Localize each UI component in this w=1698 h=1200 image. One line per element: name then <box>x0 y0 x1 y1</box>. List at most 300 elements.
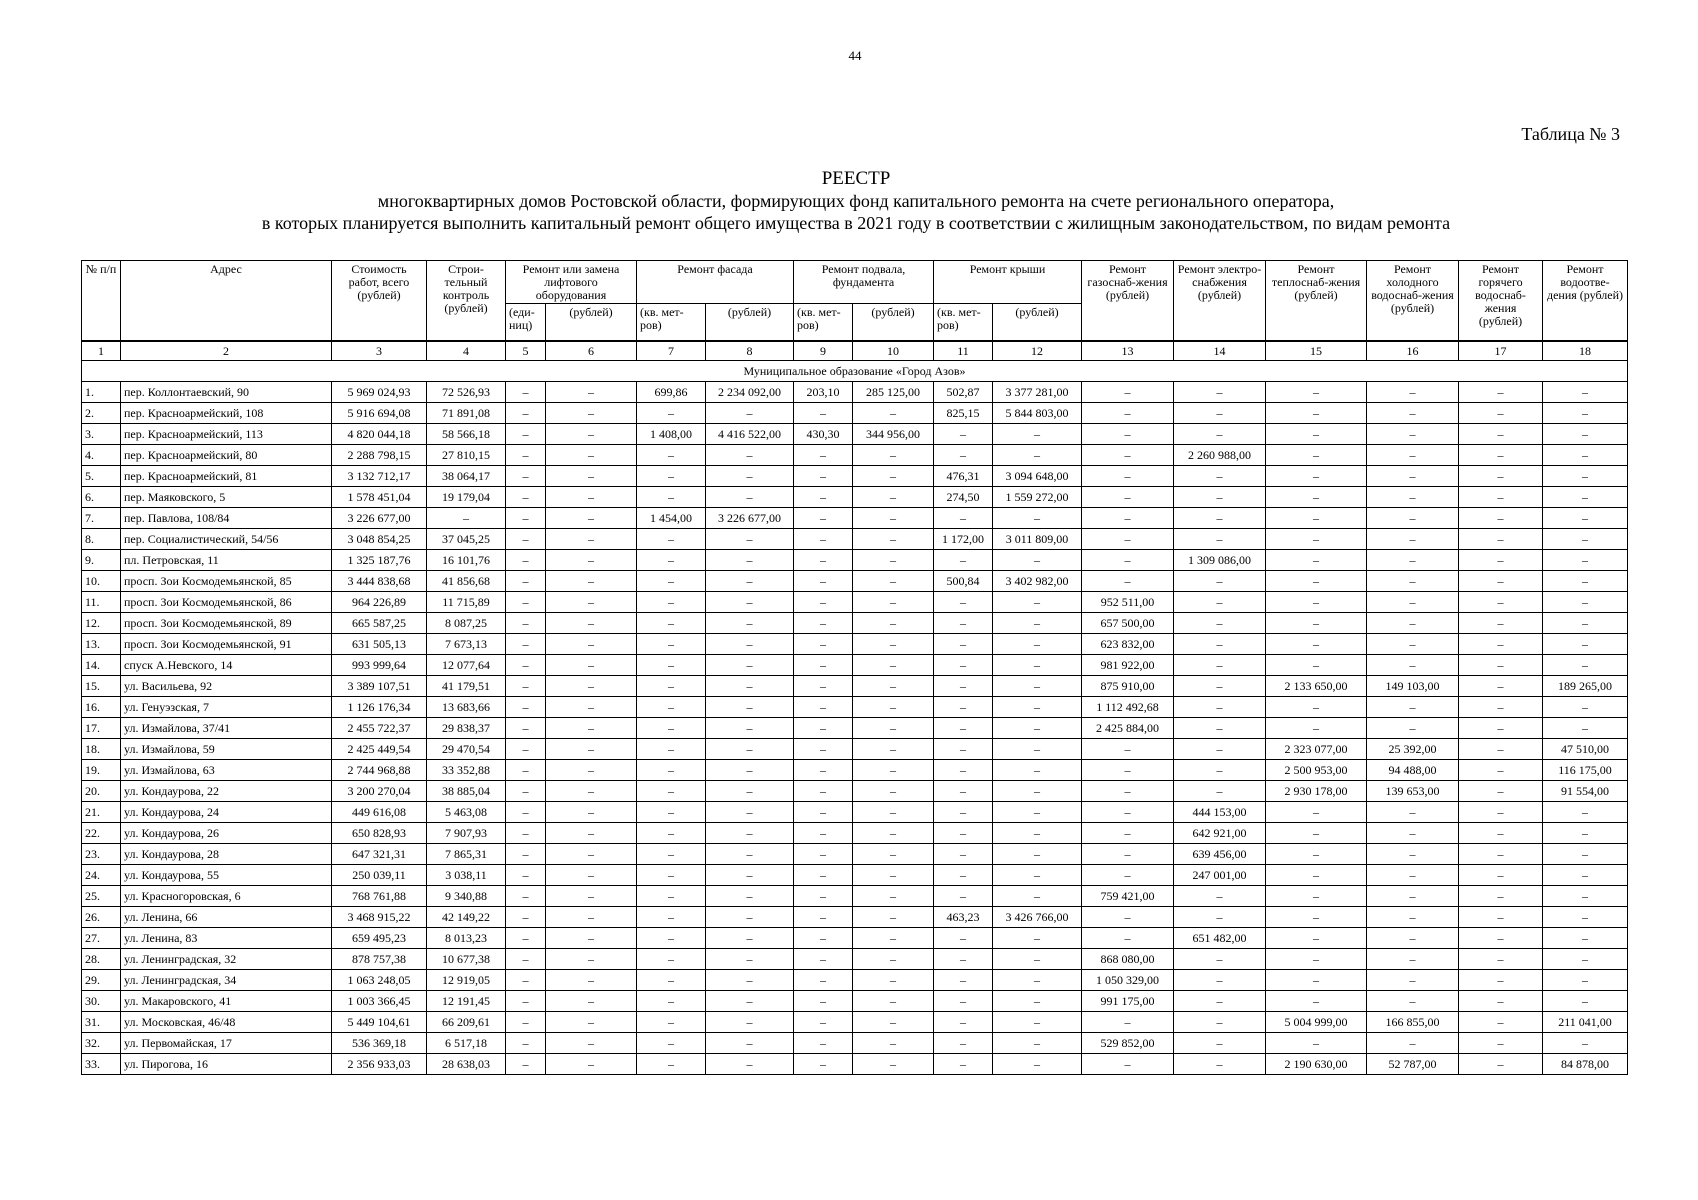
row-number-cell: 23. <box>82 844 121 865</box>
value-cell: – <box>934 445 993 466</box>
value-cell: – <box>1174 466 1266 487</box>
table-row <box>82 886 1628 907</box>
value-cell: – <box>993 508 1082 529</box>
address-cell: просп. Зои Космодемьянской, 85 <box>121 571 332 592</box>
value-cell: – <box>506 382 546 403</box>
row-number-cell: 17. <box>82 718 121 739</box>
value-cell: – <box>1174 487 1266 508</box>
table-row <box>82 760 1628 781</box>
value-cell: – <box>1543 529 1628 550</box>
value-cell: – <box>546 991 637 1012</box>
value-cell: – <box>794 445 853 466</box>
value-cell: – <box>794 613 853 634</box>
value-cell: – <box>637 991 706 1012</box>
value-cell: – <box>1543 508 1628 529</box>
value-cell: – <box>706 823 794 844</box>
value-cell: – <box>506 466 546 487</box>
value-cell: – <box>934 760 993 781</box>
value-cell: – <box>993 718 1082 739</box>
value-cell: – <box>1367 487 1459 508</box>
address-cell: ул. Красногоровская, 6 <box>121 886 332 907</box>
value-cell: – <box>794 592 853 613</box>
value-cell: 2 133 650,00 <box>1266 676 1367 697</box>
value-cell: 166 855,00 <box>1367 1012 1459 1033</box>
value-cell: 768 761,88 <box>332 886 427 907</box>
value-cell: – <box>546 655 637 676</box>
value-cell: – <box>1174 529 1266 550</box>
value-cell: – <box>1459 571 1543 592</box>
table-row <box>82 697 1628 718</box>
value-cell: 47 510,00 <box>1543 739 1628 760</box>
value-cell: 3 468 915,22 <box>332 907 427 928</box>
value-cell: – <box>1543 592 1628 613</box>
value-cell: – <box>506 655 546 676</box>
value-cell: – <box>993 970 1082 991</box>
header-facade-m: (кв. мет-ров) <box>637 304 706 342</box>
value-cell: – <box>706 403 794 424</box>
value-cell: – <box>1174 760 1266 781</box>
header-roof: Ремонт крыши <box>934 261 1082 304</box>
value-cell: – <box>637 550 706 571</box>
value-cell: – <box>1174 592 1266 613</box>
value-cell: – <box>1266 382 1367 403</box>
column-number: 2 <box>121 341 332 361</box>
value-cell: 344 956,00 <box>853 424 934 445</box>
value-cell: – <box>706 1033 794 1054</box>
value-cell: 500,84 <box>934 571 993 592</box>
value-cell: – <box>1459 823 1543 844</box>
value-cell: 84 878,00 <box>1543 1054 1628 1075</box>
value-cell: – <box>1543 487 1628 508</box>
value-cell: – <box>1459 697 1543 718</box>
value-cell: – <box>1459 445 1543 466</box>
value-cell: 25 392,00 <box>1367 739 1459 760</box>
value-cell: 6 517,18 <box>427 1033 506 1054</box>
value-cell: 5 004 999,00 <box>1266 1012 1367 1033</box>
value-cell: 4 820 044,18 <box>332 424 427 445</box>
value-cell: – <box>637 466 706 487</box>
address-cell: пер. Павлова, 108/84 <box>121 508 332 529</box>
value-cell: 1 578 451,04 <box>332 487 427 508</box>
value-cell: 1 309 086,00 <box>1174 550 1266 571</box>
value-cell: – <box>546 697 637 718</box>
value-cell: – <box>794 886 853 907</box>
value-cell: – <box>546 487 637 508</box>
value-cell: – <box>1543 571 1628 592</box>
value-cell: 66 209,61 <box>427 1012 506 1033</box>
value-cell: 2 455 722,37 <box>332 718 427 739</box>
value-cell: 1 063 248,05 <box>332 970 427 991</box>
value-cell: – <box>637 445 706 466</box>
value-cell: – <box>853 550 934 571</box>
row-number-cell: 6. <box>82 487 121 508</box>
value-cell: 3 377 281,00 <box>993 382 1082 403</box>
value-cell: – <box>794 718 853 739</box>
value-cell: 1 126 176,34 <box>332 697 427 718</box>
address-cell: ул. Измайлова, 37/41 <box>121 718 332 739</box>
value-cell: – <box>853 1012 934 1033</box>
value-cell: – <box>794 802 853 823</box>
value-cell: 2 500 953,00 <box>1266 760 1367 781</box>
column-number: 14 <box>1174 341 1266 361</box>
value-cell: – <box>853 718 934 739</box>
value-cell: 1 408,00 <box>637 424 706 445</box>
value-cell: 41 856,68 <box>427 571 506 592</box>
value-cell: – <box>1367 382 1459 403</box>
row-number-cell: 22. <box>82 823 121 844</box>
value-cell: – <box>1459 550 1543 571</box>
value-cell: – <box>1082 571 1174 592</box>
value-cell: – <box>1459 991 1543 1012</box>
header-facade: Ремонт фасада <box>637 261 794 304</box>
value-cell: 41 179,51 <box>427 676 506 697</box>
value-cell: – <box>1367 466 1459 487</box>
value-cell: – <box>993 550 1082 571</box>
value-cell: – <box>1174 571 1266 592</box>
row-number-cell: 33. <box>82 1054 121 1075</box>
column-number: 1 <box>82 341 121 361</box>
value-cell: – <box>993 823 1082 844</box>
value-cell: – <box>706 718 794 739</box>
value-cell: – <box>853 844 934 865</box>
table-row <box>82 823 1628 844</box>
value-cell: 657 500,00 <box>1082 613 1174 634</box>
value-cell: – <box>546 634 637 655</box>
value-cell: 203,10 <box>794 382 853 403</box>
value-cell: 875 910,00 <box>1082 676 1174 697</box>
column-number: 16 <box>1367 341 1459 361</box>
table-row <box>82 802 1628 823</box>
value-cell: – <box>1266 928 1367 949</box>
address-cell: ул. Кондаурова, 24 <box>121 802 332 823</box>
value-cell: 274,50 <box>934 487 993 508</box>
value-cell: – <box>1459 1012 1543 1033</box>
page-number: 44 <box>848 48 862 63</box>
value-cell: – <box>1543 550 1628 571</box>
value-cell: 3 011 809,00 <box>993 529 1082 550</box>
value-cell: 1 454,00 <box>637 508 706 529</box>
row-number-cell: 29. <box>82 970 121 991</box>
value-cell: – <box>506 634 546 655</box>
value-cell: 2 744 968,88 <box>332 760 427 781</box>
value-cell: – <box>1174 634 1266 655</box>
value-cell: – <box>1082 487 1174 508</box>
value-cell: – <box>637 571 706 592</box>
value-cell: – <box>853 886 934 907</box>
value-cell: – <box>794 529 853 550</box>
value-cell: – <box>993 592 1082 613</box>
value-cell: – <box>706 550 794 571</box>
value-cell: – <box>1459 865 1543 886</box>
value-cell: – <box>1367 613 1459 634</box>
value-cell: – <box>1082 760 1174 781</box>
value-cell: – <box>934 844 993 865</box>
value-cell: 952 511,00 <box>1082 592 1174 613</box>
value-cell: – <box>794 907 853 928</box>
address-cell: ул. Пирогова, 16 <box>121 1054 332 1075</box>
value-cell: – <box>506 697 546 718</box>
table-row <box>82 1012 1628 1033</box>
value-cell: – <box>506 1054 546 1075</box>
value-cell: – <box>506 613 546 634</box>
row-number-cell: 8. <box>82 529 121 550</box>
value-cell: 3 038,11 <box>427 865 506 886</box>
value-cell: – <box>1459 781 1543 802</box>
value-cell: – <box>1266 424 1367 445</box>
value-cell: 2 260 988,00 <box>1174 445 1266 466</box>
value-cell: – <box>506 760 546 781</box>
header-elec: Ремонт электро-снабжения (рублей) <box>1174 261 1266 342</box>
value-cell: – <box>637 886 706 907</box>
value-cell: – <box>1082 1054 1174 1075</box>
value-cell: – <box>1266 403 1367 424</box>
value-cell: 94 488,00 <box>1367 760 1459 781</box>
address-cell: пл. Петровская, 11 <box>121 550 332 571</box>
value-cell: – <box>1266 970 1367 991</box>
value-cell: – <box>637 844 706 865</box>
value-cell: – <box>993 634 1082 655</box>
value-cell: – <box>1082 739 1174 760</box>
value-cell: 1 050 329,00 <box>1082 970 1174 991</box>
value-cell: 5 463,08 <box>427 802 506 823</box>
table-row <box>82 655 1628 676</box>
title-line-3: в которых планируется выполнить капитальный ремонт общего имущества в 2021 году в соответствии с жилищным законодательством, по видам ремонта <box>261 213 1451 233</box>
value-cell: 536 369,18 <box>332 1033 427 1054</box>
column-number: 11 <box>934 341 993 361</box>
value-cell: – <box>706 844 794 865</box>
value-cell: – <box>853 907 934 928</box>
value-cell: – <box>1459 655 1543 676</box>
header-basement-rub: (рублей) <box>853 304 934 342</box>
value-cell: 639 456,00 <box>1174 844 1266 865</box>
value-cell: – <box>853 949 934 970</box>
value-cell: 72 526,93 <box>427 382 506 403</box>
value-cell: – <box>706 592 794 613</box>
value-cell: 699,86 <box>637 382 706 403</box>
document-title <box>84 168 1628 234</box>
table-row <box>82 907 1628 928</box>
value-cell: – <box>1082 403 1174 424</box>
value-cell: – <box>1266 571 1367 592</box>
value-cell: – <box>934 970 993 991</box>
value-cell: – <box>1459 1054 1543 1075</box>
value-cell: 631 505,13 <box>332 634 427 655</box>
address-cell: ул. Измайлова, 59 <box>121 739 332 760</box>
value-cell: – <box>427 508 506 529</box>
value-cell: – <box>934 949 993 970</box>
value-cell: – <box>1082 508 1174 529</box>
row-number-cell: 21. <box>82 802 121 823</box>
value-cell: 52 787,00 <box>1367 1054 1459 1075</box>
value-cell: 37 045,25 <box>427 529 506 550</box>
address-cell: ул. Кондаурова, 26 <box>121 823 332 844</box>
value-cell: 12 191,45 <box>427 991 506 1012</box>
value-cell: – <box>853 571 934 592</box>
value-cell: – <box>993 424 1082 445</box>
value-cell: – <box>853 403 934 424</box>
value-cell: – <box>993 865 1082 886</box>
value-cell: – <box>1367 865 1459 886</box>
value-cell: – <box>546 1054 637 1075</box>
value-cell: – <box>1266 634 1367 655</box>
value-cell: – <box>506 844 546 865</box>
value-cell: – <box>1367 403 1459 424</box>
value-cell: – <box>1082 928 1174 949</box>
value-cell: – <box>1459 739 1543 760</box>
value-cell: – <box>546 571 637 592</box>
header-row-1 <box>82 261 1628 304</box>
value-cell: – <box>794 634 853 655</box>
value-cell: 991 175,00 <box>1082 991 1174 1012</box>
address-cell: пер. Красноармейский, 113 <box>121 424 332 445</box>
address-cell: ул. Первомайская, 17 <box>121 1033 332 1054</box>
value-cell: – <box>1459 886 1543 907</box>
value-cell: – <box>853 592 934 613</box>
address-cell: пер. Красноармейский, 81 <box>121 466 332 487</box>
value-cell: – <box>794 655 853 676</box>
value-cell: – <box>1543 613 1628 634</box>
header-cost: Стоимость работ, всего (рублей) <box>332 261 427 342</box>
value-cell: – <box>794 970 853 991</box>
header-basement: Ремонт подвала, фундамента <box>794 261 934 304</box>
table-row <box>82 991 1628 1012</box>
column-number: 5 <box>506 341 546 361</box>
row-number-cell: 28. <box>82 949 121 970</box>
value-cell: 665 587,25 <box>332 613 427 634</box>
value-cell: – <box>1367 424 1459 445</box>
value-cell: – <box>1082 445 1174 466</box>
value-cell: – <box>506 529 546 550</box>
value-cell: 7 865,31 <box>427 844 506 865</box>
address-cell: пер. Социалистический, 54/56 <box>121 529 332 550</box>
value-cell: 759 421,00 <box>1082 886 1174 907</box>
value-cell: – <box>1543 697 1628 718</box>
table-row <box>82 676 1628 697</box>
value-cell: – <box>706 1012 794 1033</box>
value-cell: – <box>853 1033 934 1054</box>
table-row <box>82 739 1628 760</box>
value-cell: – <box>706 613 794 634</box>
value-cell: 444 153,00 <box>1174 802 1266 823</box>
value-cell: – <box>993 739 1082 760</box>
value-cell: – <box>853 445 934 466</box>
value-cell: – <box>1367 655 1459 676</box>
value-cell: 3 226 677,00 <box>706 508 794 529</box>
value-cell: 29 470,54 <box>427 739 506 760</box>
value-cell: – <box>637 403 706 424</box>
value-cell: – <box>546 550 637 571</box>
value-cell: 19 179,04 <box>427 487 506 508</box>
value-cell: – <box>706 1054 794 1075</box>
address-cell: ул. Ленинградская, 32 <box>121 949 332 970</box>
value-cell: – <box>853 487 934 508</box>
value-cell: – <box>1459 970 1543 991</box>
value-cell: – <box>1459 949 1543 970</box>
value-cell: 5 916 694,08 <box>332 403 427 424</box>
table-label: Таблица № 3 <box>1521 124 1620 144</box>
value-cell: – <box>706 991 794 1012</box>
value-cell: – <box>993 1012 1082 1033</box>
value-cell: – <box>706 865 794 886</box>
value-cell: 149 103,00 <box>1367 676 1459 697</box>
address-cell: ул. Кондаурова, 28 <box>121 844 332 865</box>
header-cold: Ремонт холодного водоснаб-жения (рублей) <box>1367 261 1459 342</box>
value-cell: – <box>993 676 1082 697</box>
value-cell: – <box>1266 802 1367 823</box>
table-row <box>82 592 1628 613</box>
value-cell: – <box>506 676 546 697</box>
value-cell: 651 482,00 <box>1174 928 1266 949</box>
value-cell: 5 449 104,61 <box>332 1012 427 1033</box>
value-cell: – <box>853 781 934 802</box>
value-cell: – <box>934 508 993 529</box>
value-cell: – <box>546 823 637 844</box>
value-cell: – <box>1459 634 1543 655</box>
value-cell: – <box>1174 1054 1266 1075</box>
value-cell: – <box>1459 424 1543 445</box>
value-cell: 2 425 449,54 <box>332 739 427 760</box>
value-cell: – <box>546 445 637 466</box>
value-cell: – <box>1266 487 1367 508</box>
value-cell: 2 234 092,00 <box>706 382 794 403</box>
value-cell: – <box>1266 865 1367 886</box>
value-cell: – <box>506 445 546 466</box>
table-row <box>82 1054 1628 1075</box>
value-cell: – <box>706 445 794 466</box>
value-cell: 211 041,00 <box>1543 1012 1628 1033</box>
value-cell: – <box>853 802 934 823</box>
value-cell: – <box>1367 949 1459 970</box>
value-cell: – <box>853 697 934 718</box>
value-cell: – <box>794 1033 853 1054</box>
value-cell: – <box>637 865 706 886</box>
value-cell: – <box>546 718 637 739</box>
address-cell: ул. Васильева, 92 <box>121 676 332 697</box>
address-cell: ул. Московская, 46/48 <box>121 1012 332 1033</box>
address-cell: пер. Красноармейский, 80 <box>121 445 332 466</box>
value-cell: – <box>1459 466 1543 487</box>
row-number-cell: 3. <box>82 424 121 445</box>
value-cell: – <box>1266 1033 1367 1054</box>
value-cell: 5 969 024,93 <box>332 382 427 403</box>
title-line-2: многоквартирных домов Ростовской области, формирующих фонд капитального ремонта на счете регионального оператора, <box>377 191 1335 211</box>
value-cell: – <box>1459 844 1543 865</box>
value-cell: – <box>706 697 794 718</box>
value-cell: – <box>1174 613 1266 634</box>
row-number-cell: 13. <box>82 634 121 655</box>
value-cell: – <box>1174 424 1266 445</box>
address-cell: ул. Макаровского, 41 <box>121 991 332 1012</box>
value-cell: – <box>934 802 993 823</box>
value-cell: 3 200 270,04 <box>332 781 427 802</box>
value-cell: – <box>1367 886 1459 907</box>
column-number: 7 <box>637 341 706 361</box>
value-cell: – <box>1174 1033 1266 1054</box>
value-cell: – <box>1367 928 1459 949</box>
value-cell: – <box>993 991 1082 1012</box>
value-cell: – <box>1082 844 1174 865</box>
row-number-cell: 2. <box>82 403 121 424</box>
value-cell: – <box>546 781 637 802</box>
value-cell: – <box>706 970 794 991</box>
value-cell: – <box>934 1033 993 1054</box>
column-number: 17 <box>1459 341 1543 361</box>
value-cell: – <box>1543 949 1628 970</box>
value-cell: – <box>794 508 853 529</box>
title-line-1: РЕЕСТР <box>821 168 891 189</box>
row-number-cell: 9. <box>82 550 121 571</box>
value-cell: – <box>853 823 934 844</box>
